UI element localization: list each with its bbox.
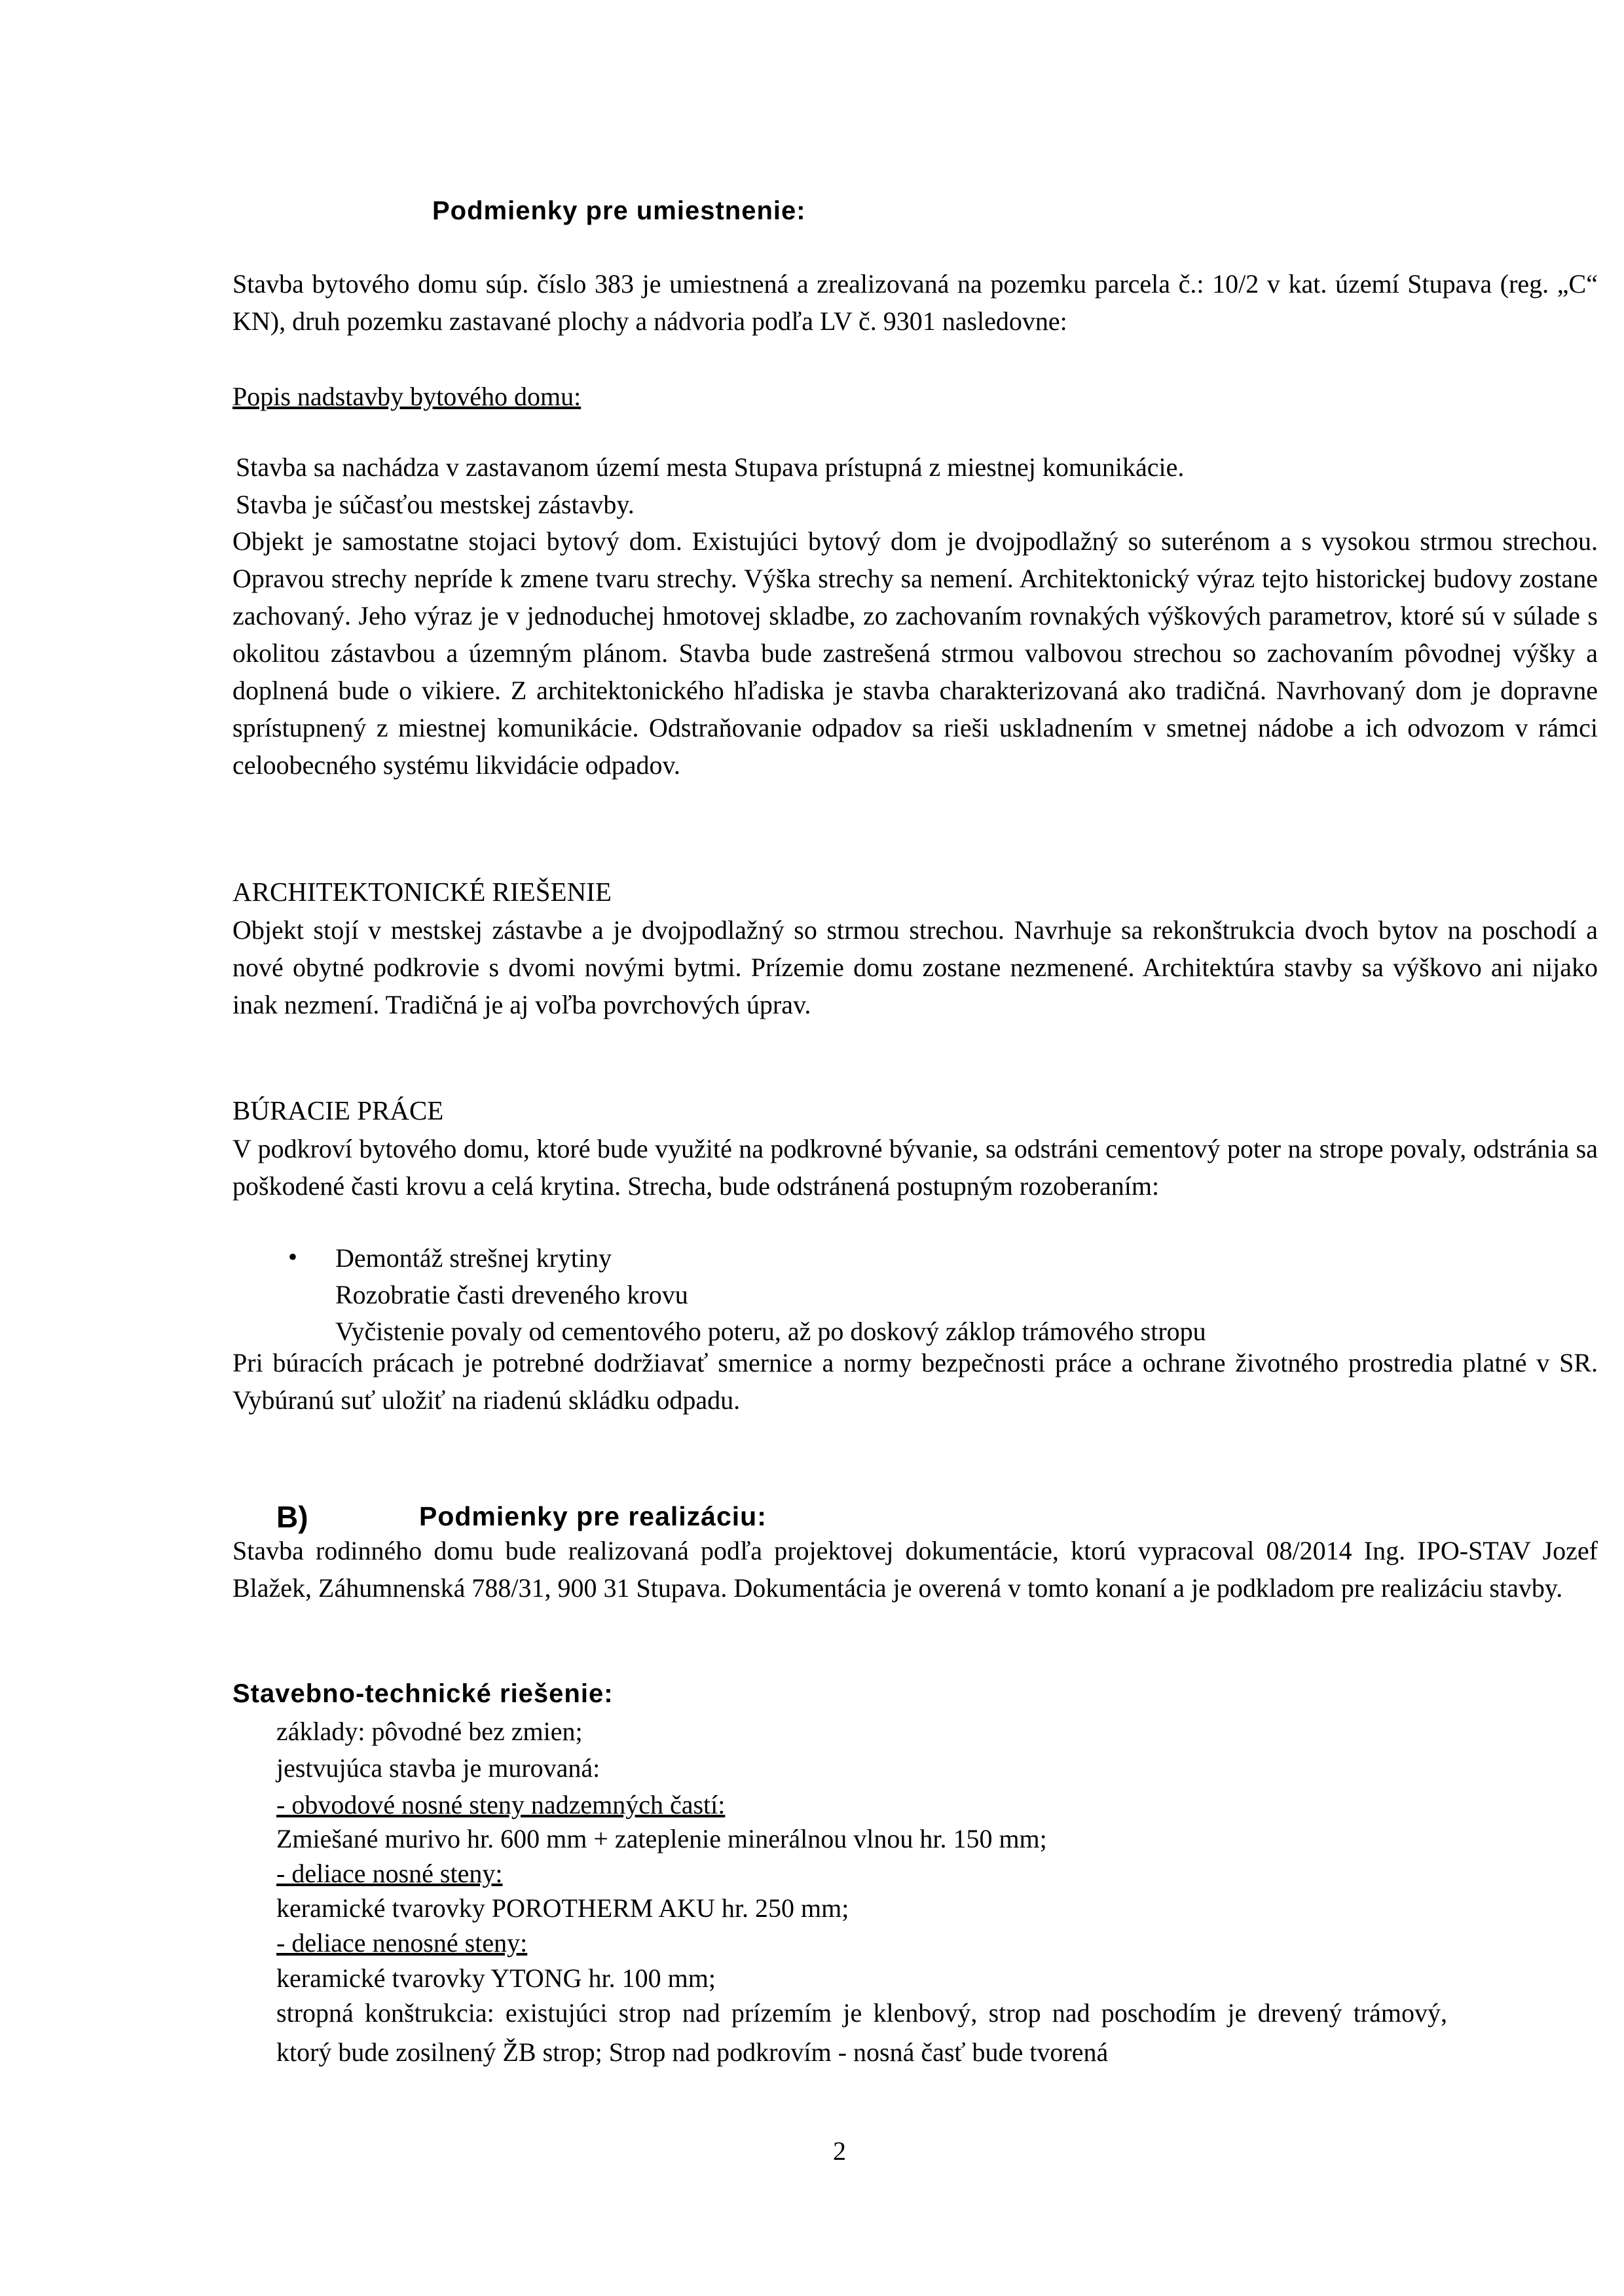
paragraph-realizacia: Stavba rodinného domu bude realizovaná podľa projektovej dokumentácie, ktorú vypracoval 08/2014 Ing. IPO-STAV Jozef Blažek, Záhumnenská 788/31, 900 31 Stupava. Dokumentácia je overená v tomto konaní a je podkladom pre realizáciu stavby.	[232, 1536, 1598, 1603]
tech-line: základy: pôvodné bez zmien;	[276, 1717, 583, 1746]
tech-line: keramické tvarovky YTONG hr. 100 mm;	[276, 1963, 716, 1993]
paragraph-location: Stavba sa nachádza v zastavanom území mesta Stupava prístupná z miestnej komunikácie.	[236, 452, 1185, 482]
heading-realizacia: Podmienky pre realizáciu:	[419, 1501, 767, 1531]
section-letter: B)	[276, 1500, 308, 1534]
tech-line: Zmiešané murivo hr. 600 mm + zateplenie minerálnou vlnou hr. 150 mm;	[276, 1824, 1047, 1853]
paragraph-burac-rules: Pri búracích prácach je potrebné dodržiavať smernice a normy bezpečnosti práce a ochrane životného prostredia platné v SR. Vybúranú suť uložiť na riadenú skládku odpadu.	[232, 1348, 1598, 1415]
section-burac-title: BÚRACIE PRÁCE	[232, 1095, 444, 1125]
tech-line: jestvujúca stavba je murovaná:	[276, 1753, 600, 1783]
paragraph-intro: Stavba bytového domu súp. číslo 383 je umiestnená a zrealizovaná na pozemku parcela č.: 10/2 v kat. území Stupava (reg. „C“ KN), druh pozemku zastavané plochy a nádvoria podľa LV č. 9301 nasledovne:	[232, 269, 1598, 336]
paragraph-zastavba: Stavba je súčasťou mestskej zástavby.	[236, 490, 635, 519]
heading-technicke: Stavebno-technické riešenie:	[232, 1679, 614, 1708]
tech-subheading: - deliace nosné steny:	[276, 1859, 503, 1888]
section-arch-title: ARCHITEKTONICKÉ RIEŠENIE	[232, 877, 612, 907]
tech-subheading: - deliace nenosné steny:	[276, 1928, 528, 1958]
paragraph-objekt: Objekt je samostatne stojaci bytový dom. Existujúci bytový dom je dvojpodlažný so suterénom a s vysokou strmou strechou. Opravou strechy nepríde k zmene tvaru strechy. Výška strechy sa nemení. Architektonický výraz tejto historickej budovy zostane zachovaný. Jeho výraz je v jednoduchej hmotovej skladbe, zo zachovaním rovnakých výškových parametrov, ktoré sú v súlade s okolitou zástavbou a územným plánom. Stavba bude zastrešená strmou valbovou strechou so zachovaním pôvodnej výšky a doplnená bude o vikiere. Z architektonického hľadiska je stavba charakterizovaná ako tradičná. Navrhovaný dom je dopravne sprístupnený z miestnej komunikácie. Odstraňovanie odpadov sa rieši uskladnením v smetnej nádobe a ich odvozom v rámci celoobecného systému likvidácie odpadov.	[232, 526, 1598, 780]
tech-subheading: - obvodové nosné steny nadzemných častí:	[276, 1790, 726, 1819]
list-item: Demontáž strešnej krytiny	[335, 1243, 612, 1273]
list-item: Rozobratie časti dreveného krovu	[335, 1280, 688, 1309]
tech-line: keramické tvarovky POROTHERM AKU hr. 250 mm;	[276, 1893, 849, 1923]
paragraph-strop: stropná konštrukcia: existujúci strop nad prízemím je klenbový, strop nad poschodím je drevený trámový, ktorý bude zosilnený ŽB strop; Strop nad podkrovím - nosná časť bude tvorená	[276, 1998, 1447, 2067]
bullet-icon: •	[288, 1242, 298, 1271]
list-item: Vyčistenie povaly od cementového poteru, až po doskový záklop trámového stropu	[335, 1317, 1206, 1346]
paragraph-arch: Objekt stojí v mestskej zástavbe a je dvojpodlažný so strmou strechou. Navrhuje sa rekonštrukcia dvoch bytov na poschodí a nové obytné podkrovie s dvomi novými bytmi. Prízemie domu zostane nezmenené. Architektúra stavby sa výškovo ani nijako inak nezmení. Tradičná je aj voľba povrchových úprav.	[232, 915, 1598, 1019]
paragraph-burac: V podkroví bytového domu, ktoré bude využité na podkrovné bývanie, sa odstráni cementový poter na strope povaly, odstránia sa poškodené časti krovu a celá krytina. Strecha, bude odstránená postupným rozoberaním:	[232, 1134, 1598, 1201]
section-popis-title: Popis nadstavby bytového domu:	[232, 382, 581, 411]
page-number: 2	[833, 2136, 846, 2166]
heading-umiestnenie: Podmienky pre umiestnenie:	[432, 196, 806, 225]
